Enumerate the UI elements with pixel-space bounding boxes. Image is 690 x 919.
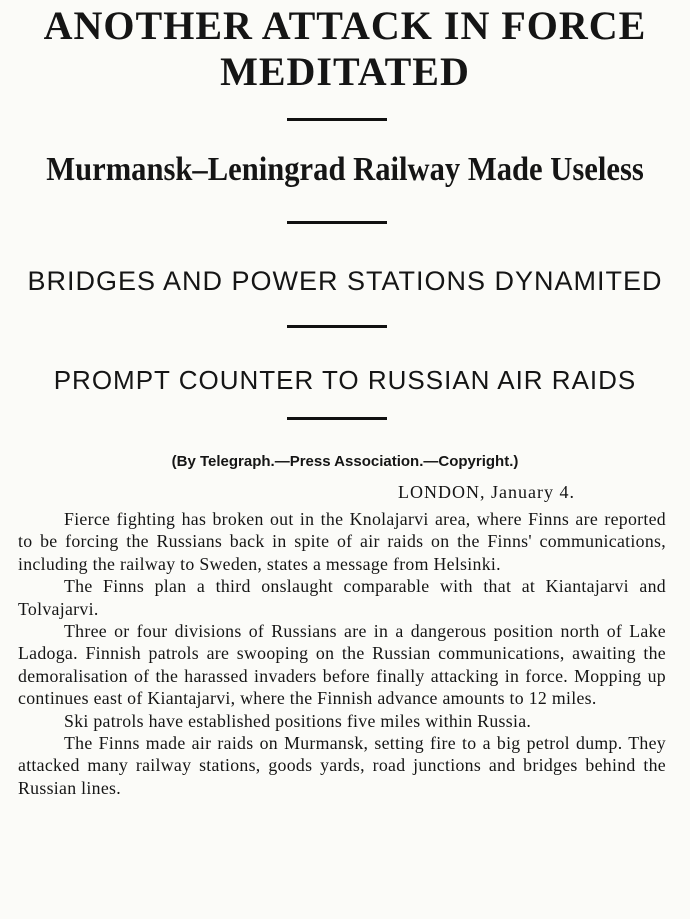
divider-rule-4 bbox=[287, 417, 387, 420]
article-paragraph: The Finns plan a third onslaught comparable with that at Kiantajarvi and Tolvajarvi. bbox=[18, 576, 666, 619]
article-paragraph: Fierce fighting has broken out in the Knolajarvi area, where Finns are reported to be forcing the Russians back in spite of air raids on the Finns' communications, including the railway to Sweden, states a message from Helsinki. bbox=[18, 509, 666, 574]
article-paragraph: Three or four divisions of Russians are in a dangerous position north of Lake Ladoga. Finnish patrols are swooping on the Russian communications, awaiting the demoralisation of the harassed invaders before finally attacking in force. Mopping up continues east of Kiantajarvi, where the Finnish advance amounts to 12 miles. bbox=[18, 621, 666, 709]
article-paragraph: The Finns made air raids on Murmansk, setting fire to a big petrol dump. They attacked many railway stations, goods yards, road junctions and bridges behind the Russian lines. bbox=[18, 733, 666, 798]
headline-line-2: MEDITATED bbox=[220, 49, 470, 94]
divider-rule-2 bbox=[287, 221, 387, 224]
subheadline-railway: Murmansk–Leningrad Railway Made Useless bbox=[46, 151, 644, 188]
press-credit: (By Telegraph.—Press Association.—Copyright.) bbox=[171, 453, 519, 470]
headline-line-1: ANOTHER ATTACK IN FORCE bbox=[43, 3, 647, 48]
article-paragraph: Ski patrols have established positions five miles within Russia. bbox=[64, 710, 532, 731]
divider-rule-1 bbox=[287, 118, 387, 121]
subheadline-bridges: BRIDGES AND POWER STATIONS DYNAMITED bbox=[27, 266, 663, 296]
divider-rule-3 bbox=[287, 325, 387, 328]
dateline: LONDON, January 4. bbox=[398, 482, 575, 502]
subheadline-counter: PROMPT COUNTER TO RUSSIAN AIR RAIDS bbox=[53, 365, 637, 395]
article-body bbox=[18, 508, 666, 799]
